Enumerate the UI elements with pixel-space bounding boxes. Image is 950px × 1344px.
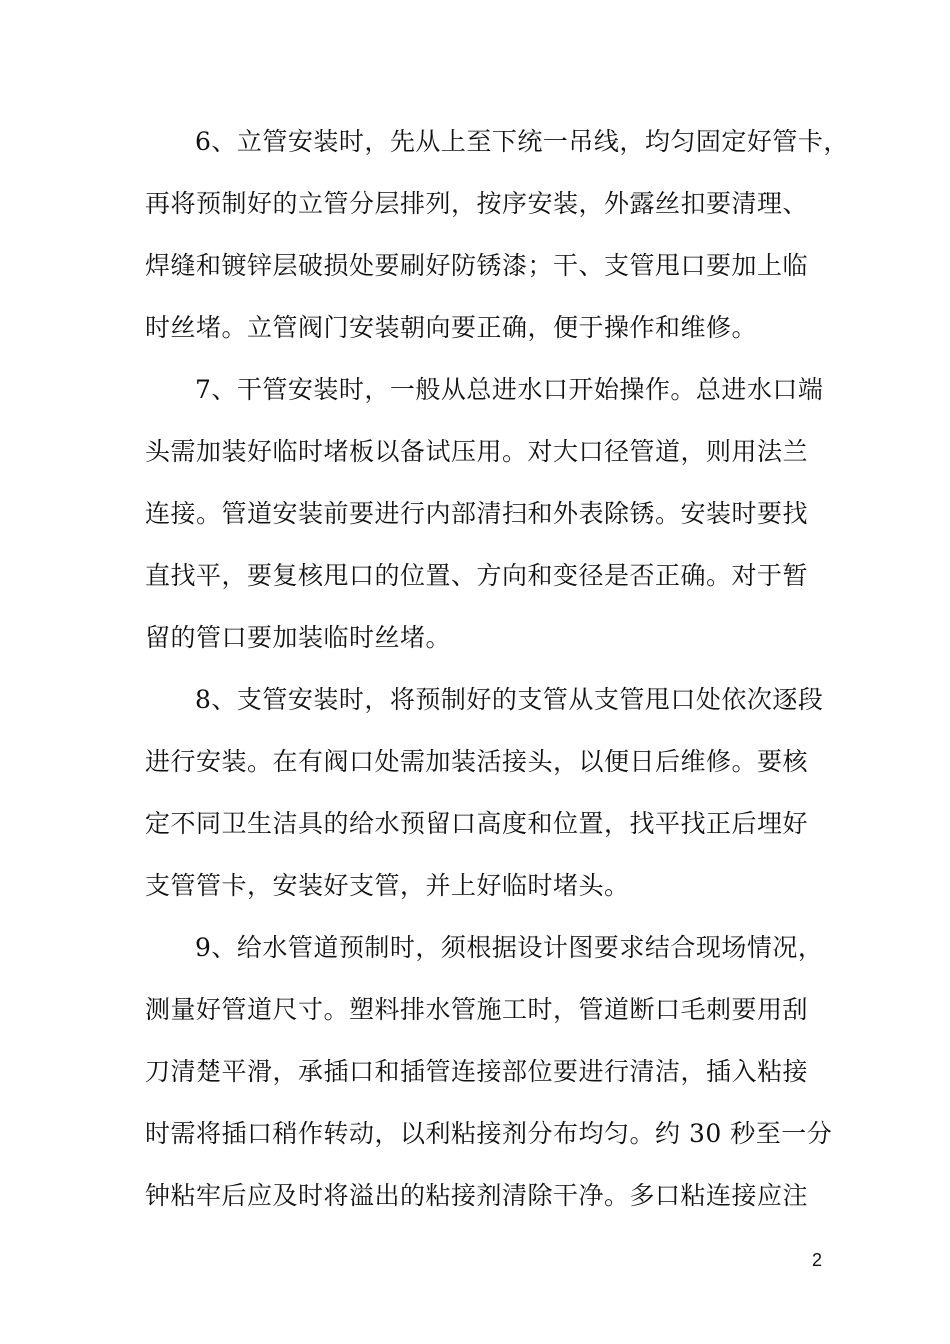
- paragraph-6-line-3: 焊缝和镀锌层破损处要刷好防锈漆；干、支管甩口要加上临: [145, 251, 809, 280]
- paragraph-6-line-4: 时丝堵。立管阀门安装朝向要正确，便于操作和维修。: [145, 313, 758, 342]
- paragraph-9-line-1: 9、给水管道预制时，须根据设计图要求结合现场情况，: [195, 933, 824, 962]
- paragraph-8-line-4: 支管管卡，安装好支管，并上好临时堵头。: [145, 871, 630, 900]
- paragraph-7-line-1: 7、干管安装时，一般从总进水口开始操作。总进水口端: [195, 375, 824, 404]
- paragraph-7-line-5: 留的管口要加装临时丝堵。: [145, 623, 452, 652]
- body-text: [145, 111, 849, 1227]
- paragraph-6-line-1: 6、立管安装时，先从上至下统一吊线，均匀固定好管卡，: [195, 127, 849, 156]
- paragraph-8-line-3: 定不同卫生洁具的给水预留口高度和位置，找平找正后埋好: [145, 809, 809, 838]
- paragraph-9-line-5: 钟粘牢后应及时将溢出的粘接剂清除干净。多口粘连接应注: [145, 1181, 809, 1210]
- paragraph-8-line-1: 8、支管安装时，将预制好的支管从支管甩口处依次逐段: [195, 685, 824, 714]
- paragraph-7-line-2: 头需加装好临时堵板以备试压用。对大口径管道，则用法兰: [145, 437, 809, 466]
- paragraph-8-line-2: 进行安装。在有阀口处需加装活接头，以便日后维修。要核: [145, 747, 809, 776]
- paragraph-9-line-3: 刀清楚平滑，承插口和插管连接部位要进行清洁，插入粘接: [145, 1057, 809, 1086]
- paragraph-9-line-2: 测量好管道尺寸。塑料排水管施工时，管道断口毛刺要用刮: [145, 995, 809, 1024]
- paragraph-6-line-2: 再将预制好的立管分层排列，按序安装，外露丝扣要清理、: [145, 189, 809, 218]
- paragraph-9-line-4: 时需将插口稍作转动，以利粘接剂分布均匀。约 30 秒至一分: [145, 1119, 833, 1148]
- paragraph-7-line-4: 直找平，要复核甩口的位置、方向和变径是否正确。对于暂: [145, 561, 809, 590]
- paragraph-7-line-3: 连接。管道安装前要进行内部清扫和外表除锈。安装时要找: [145, 499, 809, 528]
- page-number: 2: [812, 1250, 823, 1270]
